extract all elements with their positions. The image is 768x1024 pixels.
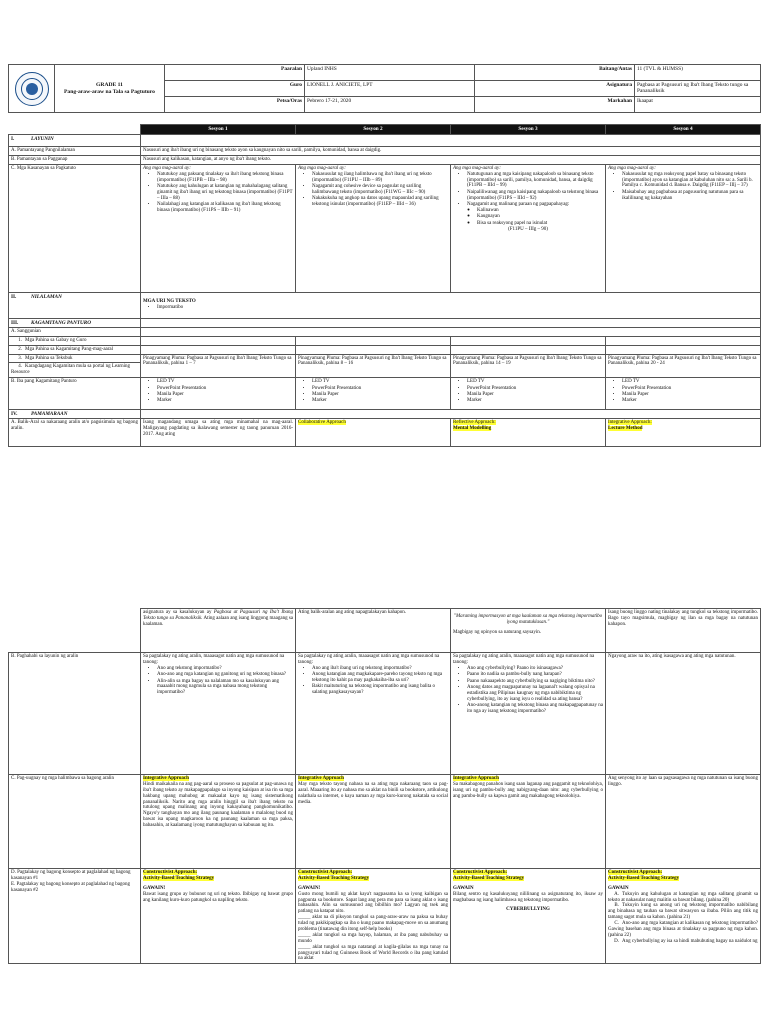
pag-uugnay-session-4: Ang senyong ito ay laan sa pagsasagawa ng mga natutunan sa isang buong linggo. [606, 775, 761, 869]
list-item: • Naipaliliwanag ang mga kaisipang nakapaloob sa tekstong binasa (impormatibo) (F11PS – IIId – 92) [467, 190, 603, 202]
list-item: • Impormatibo [157, 305, 758, 311]
list-item: • Natutukoy ang paksang tinalakay sa iba't ibang tekstong binasa (impormatibo) (F11PB – IIIa – 98) [157, 172, 293, 184]
list-item: _____ aklat tungkol sa mga natatangi at kagila-gilalas na mga tunay na pangyayari tulad ng Guinness Book of World Records o iba pang katulad na aklat [298, 944, 448, 962]
asignatura-value: Pagbasa at Pagsusuri ng Iba't Ibang Teksto tungo sa Pananaliksik [635, 81, 761, 97]
pamantayan-sa-pagganap-label: B. Pamantayan sa Pagganap [9, 155, 141, 164]
guro-label: Guro [165, 81, 305, 97]
pagtalakay-session-1: Constructivist Approach: Activity-Based Teaching Strategy GAWAIN! Bawat isang grupo ay bubunot ng uri ng teksto. Ibibigay ng bawat grupo ang kanilang kuro-kuro patungkol sa napiling teksto. [141, 869, 296, 964]
session-3-header: Sesyon 3 [451, 125, 606, 135]
asignatura-label: Asignatura [475, 81, 635, 97]
list-item: • Alin-alin sa mga bagay na nalalaman mo sa kasalukuyan ang maaaabit mong nagmula sa mga nabasa mong tekstong impormatibo? [157, 679, 293, 697]
markahan-value: Ikaapat [635, 97, 761, 113]
list-item: • Nakasusulat ng ilang halimbawa ng iba't ibang uri ng teksto (impormatibo) (F11PU – IIIb – 89) [312, 172, 448, 184]
lesson-grid-page-2 [8, 608, 761, 964]
pag-uugnay-label: C. Pag-uugnay ng mga halimbawa sa bagong aralin [9, 775, 141, 869]
session-2-header: Sesyon 2 [296, 125, 451, 135]
list-item: • Anong katangian ang magkakapare-pareho tayong teksto ng mga tekstong ito kahit pa may pagkakaiba-iba sa uri? [312, 672, 448, 684]
baitang-label: Baitang/Antas [475, 65, 635, 81]
list-item: • Natutukoy ang kahulugan at katangian ng mahahalagang salitang ginamit ng iba't ibang uri ng tekstong binasa (impormatibo) (F11PT – IIIa – 88) [157, 184, 293, 202]
list-item: • Paano nakaaapekto ang cyberbullying sa nagiging biktima nito? [467, 679, 603, 685]
kasanayan-session-3: Ang mga mag-aaral ay: • Natutugunan ang mga kaisipang nakapaloob sa binasang teksto (impormatibo) sa sarili, pamilya, komunidad, bansa, at daigdig (F11PB – IIId – 99) • Naipaliliwanag ang mga kaisipang nakapaloob sa tekstong binasa (impormatibo) (F11PS – IIId – 92) • Nagagamit ang malinang paraan ng pagpapahayag: ◦ Kalinawan ◦ Kaugnayan ◦ Bisa sa reaksyong papel na isinulat (F11PU – IIIg – 90) [451, 164, 606, 292]
kasanayan-session-1: Ang mga mag-aaral ay: • Natutukoy ang paksang tinalakay sa iba't ibang tekstong binasa (impormatibo) (F11PB – IIIa – 98) • Natutukoy ang kahulugan at katangian ng mahahalagang salitang ginamit ng iba't ibang uri ng tekstong binasa (impormatibo) (F11PT – IIIa – 88) • Nailalahagi ang katangian at kalikasan ng iba't ibang tekstong binasa (impormatibo) (F11PS – IIIb – 91) [141, 164, 296, 292]
document-title: Pang-araw-araw na Tala sa Pagtuturo [64, 88, 155, 95]
list-item: B. Tukuyin kung sa anong uri ng tekstong impormatibo nabibilang ang binabasa ng tauhan sa bawat sitwasyon sa ibaba. Piliin ang titik ng tamang sagot mula sa kahon. (pahina 21) [608, 903, 758, 921]
pagtalakay-2-label: E. Pagtalakay ng bagong konsepto at paglalahad ng bagong kasanayan #2 [11, 881, 130, 893]
kagamitan-session-3: • LED TV • PowerPoint Presentation • Manila Paper • Marker [451, 378, 606, 410]
layunin-section: I. LAYUNIN [9, 135, 141, 147]
list-item: • Natutugunan ang mga kaisipang nakapaloob sa binasang teksto (impormatibo) sa sarili, pamilya, komunidad, bansa, at daigdig (F11PB – IIId – 99) [467, 172, 603, 190]
session-1-header: Sesyon 1 [141, 125, 296, 135]
session-4-header: Sesyon 4 [606, 125, 761, 135]
paghahabi-label: B. Paghahabi sa layunin ng aralin [9, 653, 141, 775]
deped-logo-cell [9, 65, 55, 113]
balik-aral-cont-session-1: asignatura ay sa kasalukuyan ay Pagbasa at Pagsusuri ng Iba't Ibang Teksto tungo sa Pananaliksik. Ating aalaan ang isang linggong maagang sa kaalaman. [141, 609, 296, 653]
balik-aral-session-3: Reflective Approach: Mental Modelling [451, 419, 606, 447]
paghahabi-session-2: Sa pagtalakay ng ating aralin, maaasagot natin ang mga sumusunod na tanong: • Ano ang iba't ibang uri ng tekstong impormatibo? • Anong katangian ang magkakapare-pareho tayong teksto ng mga tekstong ito kahit pa may pagkakaiba-iba sa uri? • Bakit maituturing na tekstong impormatibo ang isang balita o salating pangkasaysayan? [296, 653, 451, 775]
kagamitan-session-2: • LED TV • PowerPoint Presentation • Manila Paper • Marker [296, 378, 451, 410]
list-item: • Paano ito nadiia sa pambu-bully nang harapan? [467, 672, 603, 678]
list-item: • Nakasusulat ng mga reaksyong papel batay sa binasang teksto (impormatibo) ayon sa katangian at kabuluhan nito sa: a. Sarili b. Pamilya c. Komunidad d. Bansa e. Daigdig (F11EP – IIIj – 37) [622, 172, 758, 190]
kagamitan-session-1: • LED TV • PowerPoint Presentation • Manila Paper • Marker [141, 378, 296, 410]
pagtalakay-session-3: Constructivist Approach: Activity-Based Teaching Strategy GAWAIN Bilang sentro ng kasalukuyang nililinang sa asignaturang ito, iksaw ay magbabasa ng isang halimbawa ng tekstong impormatibo. CYBERBULLYING [451, 869, 606, 964]
iba-pang-kagamitan-label: B. Iba pang Kagamitang Panturo [9, 378, 141, 410]
balik-aral-session-4: Integrative Approach: Lecture Method [606, 419, 761, 447]
pagtalakay-1-label: D. Pagtalakay ng bagong konsepto at paglalahad ng bagong kasanayan #1 E. Pagtalakay ng bagong konsepto at paglalahad ng bagong kasanayan #2 [9, 869, 141, 964]
teksbuk-session-2: Pinagyamang Pluma: Pagbasa at Pagsusuri ng Iba't Ibang Teksto Tungo sa Pananaliksik, pahina 8 – 16 [296, 354, 451, 378]
pamantayan-sa-pagganap-value: Nasusuri ang kalikasan, katangian, at anyo ng iba't ibang teksto. [141, 155, 761, 164]
kasanayan-s3-code: (F11PU – IIIg – 90) [508, 227, 548, 233]
nilalaman-value: MGA URI NG TEKSTO • Impormatibo [141, 292, 761, 318]
pag-uugnay-session-2: Integrative Approach May mga teksto tayong nabasa na sa ating mga nakaraang taon sa pag-aaral. Maaaring ito ay nabasa mo sa aklat na binili sa bookstore, artikulong nalathala sa internet, o kaya naman ay mga kuro-kurong nakatala sa social media. [296, 775, 451, 869]
petsa-value: Pebrero 17-21, 2020 [305, 97, 475, 113]
balik-aral-cont-session-3: "Maraming impormasyon at mga kaalaman sa mga tekstong impormatibo iyong matutuklasan." Magbigay ng opinyon sa naturang saysayin. [451, 609, 606, 653]
markahan-label: Markahan [475, 97, 635, 113]
pag-uugnay-session-1: Integrative Approach Hindi maikakaila na ang pag-aaral sa proseso sa pagsulat at pag-unawa ng iba't ibang teksto ay makapagpapalago sa inyong kaisipan at isa rin sa mga hakbang upang mahubog at makaalat kayo ng isang sistematikong pananaliksik. Narito ang mga aralin hinggil sa iba't ibang teksto na tutulong upang malinang ang inyong kakayahang pangkomunikatibo. Ngayo'y tanghayan mo ang ilang paunang kaalaman o malalong buod ng bawat isa upang magkaroon ka ng paunang kaalaman sa mga paksa, babasahin, at kaalamang iyong matutunghayan sa kabuuan ng ito. [141, 775, 296, 869]
header-title-cell [55, 65, 165, 113]
list-item: ◦ Bisa sa reaksyong papel na isinulat [477, 221, 603, 227]
sanggunian-item-3: 3. Mga Pahina sa Teksbuk [9, 354, 141, 363]
baitang-value: 11 (TVL & HUMSS) [635, 65, 761, 81]
paaralan-value: Upland INHS [305, 65, 475, 81]
petsa-label: Petsa/Oras [165, 97, 305, 113]
list-item: • Ano ang cyberbullying? Paano ito isinasagawa? [467, 666, 603, 672]
pamantayang-pangnilalaman-value: Nasusuri ang iba't ibang uri ng binasang teksto ayon sa kaugnayan nito sa sarili, pamilya, komunidad, bansa at daigdig. [141, 147, 761, 156]
pamamaraan-section: IV. PAMAMARAAN [9, 410, 141, 419]
list-item: A. Tukuyin ang kahulugan at katangian ng mga salitang ginamit sa teksto at nakasulat nang maiitin sa bawat bilang. (pahina 20) [608, 891, 758, 903]
sanggunian-item-4: 4. Karagdagang Kagamitan mula sa portal ng Learning Resource [9, 363, 141, 378]
header-table [8, 64, 761, 113]
pag-uugnay-session-3: Integrative Approach Sa makabagong panahon isang saan laganap ang paggamit ng teknolohiya, isang uri ng pambu-bully ang nabigyang-daan nito: ang cyberbullying o ang pambu-bully sa kapwa gamit ang makabagong teknolohiya. [451, 775, 606, 869]
balik-aral-session-1: Isang magandang umaga sa ating mga minamahal na mag-aaral. Maligayang pagdating sa ikalawang semester ng taong panuruan 2016-2017. Ang ating [141, 419, 296, 447]
grade-label: GRADE 11 [96, 81, 123, 88]
lesson-grid-page-1 [8, 124, 761, 447]
kagamitan-session-4: • LED TV • PowerPoint Presentation • Manila Paper • Marker [606, 378, 761, 410]
list-item: • Bakit maituturing na tekstong impormatibo ang isang balita o salating pangkasaysayan? [312, 684, 448, 696]
list-item: • Nailalahagi ang katangian at kalikasan ng iba't ibang tekstong binasa (impormatibo) (F11PS – IIIb – 91) [157, 202, 293, 214]
list-item: • Ano-ano ang mga katangian ng ganitong uri ng tekstong binasa? [157, 672, 293, 678]
list-item: • Nagagamit ang cohesive device sa pagsulat ng sariling halimbawang teksto (impormatibo) (F11WG – IIIc – 90) [312, 184, 448, 196]
kasanayan-session-2: Ang mga mag-aaral ay: • Nakasusulat ng ilang halimbawa ng iba't ibang uri ng teksto (impormatibo) (F11PU – IIIb – 89) • Nagagamit ang cohesive device sa pagsulat ng sariling halimbawang teksto (impormatibo) (F11WG – IIIc – 90) • Nakakukuha ng angkop na datos upang mapaunlad ang sariling tekstong isinulat (impormatibo) (F11EP – IIId – 36) [296, 164, 451, 292]
list-item: • Nagagamit ang malinang paraan ng pagpapahayag: ◦ Kalinawan ◦ Kaugnayan ◦ Bisa sa reaksyong papel na isinulat [467, 202, 603, 227]
list-item: • Ano-anong katangian ng tekstong binasa ang makapagpapatunay na ito nga ay isang tekstong impormatibo? [467, 703, 603, 715]
guro-value: LIONELL J. ANICIETE, LPT [305, 81, 475, 97]
list-item: C. Ano-ano ang mga katangian at kalikasan ng tekstong impormatibo? Gawing basehan ang mga binasa at tinalakay sa pagpuno ng mga kahon. (pahina 22) [608, 921, 758, 938]
paghahabi-session-4: Ngayong araw na ito, ating isasagawa ang ating mga natutunan. [606, 653, 761, 775]
balik-aral-cont-session-2: Ating balik-aralan ang ating napagtalakayan kahapon. [296, 609, 451, 653]
kagamitan-section: III. KAGAMITANG PANTURO [9, 318, 141, 327]
list-item: ◦ Kaugnayan [477, 214, 603, 220]
nilalaman-section: II. NILALAMAN [9, 292, 141, 318]
list-item: D. Ang cyberbullying ay isa sa hindi mabubuting bagay na naidulot ng [614, 938, 758, 944]
list-item: • Ano ang iba't ibang uri ng tekstong impormatibo? [312, 666, 448, 672]
list-item: • Nakakukuha ng angkop na datos upang mapaunlad ang sariling tekstong isinulat (impormatibo) (F11EP – IIId – 36) [312, 196, 448, 208]
balik-aral-label: A. Balik-Aral sa nakaraang aralin at/o pagsisimula ng bagong aralin. [9, 419, 141, 447]
list-item: • Ano ang tekstong impormatibo? [157, 666, 293, 672]
list-item: • Anong datos ang magpapatunay na lagaanal't walang opisyal na estadistika ang Pilipinas kaugnay ng mga nabibiktima ng cyberbullying, ito ay isang isyu o realidad sa ating bansa? [467, 685, 603, 703]
balik-aral-session-2: Collaborative Approach [296, 419, 451, 447]
balik-aral-cont-session-4: Isang buong linggo nating tinalakay ang tungkol sa tekstong impormatibo. Bago tayo magsimula, magbigay ng ilan sa mga bagay na natutunan kahapon. [606, 609, 761, 653]
sanggunian-item-1: 1. Mga Pahina sa Gabay ng Guro [9, 336, 141, 345]
page-2 [0, 560, 768, 1024]
deped-seal-icon [15, 72, 49, 106]
paaralan-label: Paaralan [165, 65, 305, 81]
teksbuk-session-4: Pinagyamang Pluma: Pagbasa at Pagsusuri ng Iba't Ibang Teksto Tungo sa Pananaliksik, pahina 20 - 24 [606, 354, 761, 378]
session-header-row [9, 125, 761, 135]
list-item: _____ aklat na di piksyon tungkol sa pang-araw-araw na paksa sa buhay tulad ng pakikipagkap sa iba o kung paano makapag-move on sa anumang problema (tinatawag din itong self-help books) [298, 915, 448, 933]
list-item: ◦ Kalinawan [477, 208, 603, 214]
list-item: _____ aklat tungkol sa mga hayop, halaman, at iba pang nabubuhay sa mundo [298, 932, 448, 944]
paghahabi-session-1: Sa pagtalakay ng ating aralin, maaasagot natin ang mga sumusunod na tanong: • Ano ang tekstong impormatibo? • Ano-ano ang mga katangian ng ganitong uri ng tekstong binasa? • Alin-alin sa mga bagay na nalalaman mo sa kasalukuyan ang maaaabit mong nagmula sa mga nabasa mong tekstong impormatibo? [141, 653, 296, 775]
teksbuk-session-1: Pinagyamang Pluma: Pagbasa at Pagsusuri ng Iba't Ibang Teksto Tungo sa Pananaliksik, pahina 1 – 7 [141, 354, 296, 378]
sanggunian-label: A. Sanggunian [9, 327, 141, 336]
pagtalakay-session-2: Constructivist Approach: Activity-Based Teaching Strategy GAWAIN! Gusto mong bumili ng aklat kaya't nagpasama ka sa iyong kaibigan sa pagpunta sa bookstore. Sapat lang ang pera mo para sa isang aklat o isang babasahin. Alin sa sumusunod ang bibilhin mo? Lagyan ng tsek ang patlang na katapat nito. _____ aklat na di piksyon tungkol sa pang-araw-araw na paksa sa buhay tulad ng pakikipagkap sa iba o kung paano makapag-move on sa anumang problema (tinatawag din itong self-help books) _____ aklat tungkol sa mga hayop, halaman, at iba pang nabubuhay sa mundo _____ aklat tungkol sa mga natatangi at kagila-gilalas na mga tunay na pangyayari tulad ng Guinness Book of World Records o iba pang katulad na aklat [296, 869, 451, 964]
pamantayang-pangnilalaman-label: A. Pamantayang Pangnilalaman [9, 147, 141, 156]
paghahabi-session-3: Sa pagtalakay ng ating aralin, maaasagot natin ang mga sumusunod na tanong: • Ano ang cyberbullying? Paano ito isinasagawa? • Paano ito nadiia sa pambu-bully nang harapan? • Paano nakaaapekto ang cyberbullying sa nagiging biktima nito? • Anong datos ang magpapatunay na lagaanal't walang opisyal na estadistika ang Pilipinas kaugnay ng mga nabibiktima ng cyberbullying, ito ay isang isyu o realidad sa ating bansa? • Ano-anong katangian ng tekstong binasa ang makapagpapatunay na ito nga ay isang tekstong impormatibo? [451, 653, 606, 775]
sanggunian-item-2: 2. Mga Pahina sa Kagamitang Pang-mag-aaral [9, 345, 141, 354]
kasanayan-session-4: Ang mga mag-aaral ay: • Nakasusulat ng mga reaksyong papel batay sa binasang teksto (impormatibo) ayon sa katangian at kabuluhan nito sa: a. Sarili b. Pamilya c. Komunidad d. Bansa e. Daigdig (F11EP – IIIj – 37) • Maisabuhay ang pagbabasa at pagsusuring natutunan para sa ikalilinang ng kakayahan [606, 164, 761, 292]
pagtalakay-session-4: Constructivist Approach: Activity-Based Teaching Strategy GAWAIN A. Tukuyin ang kahulugan at katangian ng mga salitang ginamit sa teksto at nakasulat nang maiitin sa bawat bilang. (pahina 20) B. Tukuyin kung sa anong uri ng tekstong impormatibo nabibilang ang binabasa ng tauhan sa bawat sitwasyon sa ibaba. Piliin ang titik ng tamang sagot mula sa kahon. (pahina 21) C. Ano-ano ang mga katangian at kalikasan ng tekstong impormatibo? Gawing basehan ang mga binasa at tinalakay sa pagpuno ng mga kahon. (pahina 22) D. Ang cyberbullying ay isa sa hindi mabubuting bagay na naidulot ng [606, 869, 761, 964]
kasanayan-label: C. Mga Kasanayan sa Pagkatuto [9, 164, 141, 292]
teksbuk-session-3: Pinagyamang Pluma: Pagbasa at Pagsusuri ng Iba't Ibang Teksto Tungo sa Pananaliksik, pahina 14 – 19 [451, 354, 606, 378]
list-item: • Maisabuhay ang pagbabasa at pagsusuring natutunan para sa ikalilinang ng kakayahan [622, 190, 758, 202]
